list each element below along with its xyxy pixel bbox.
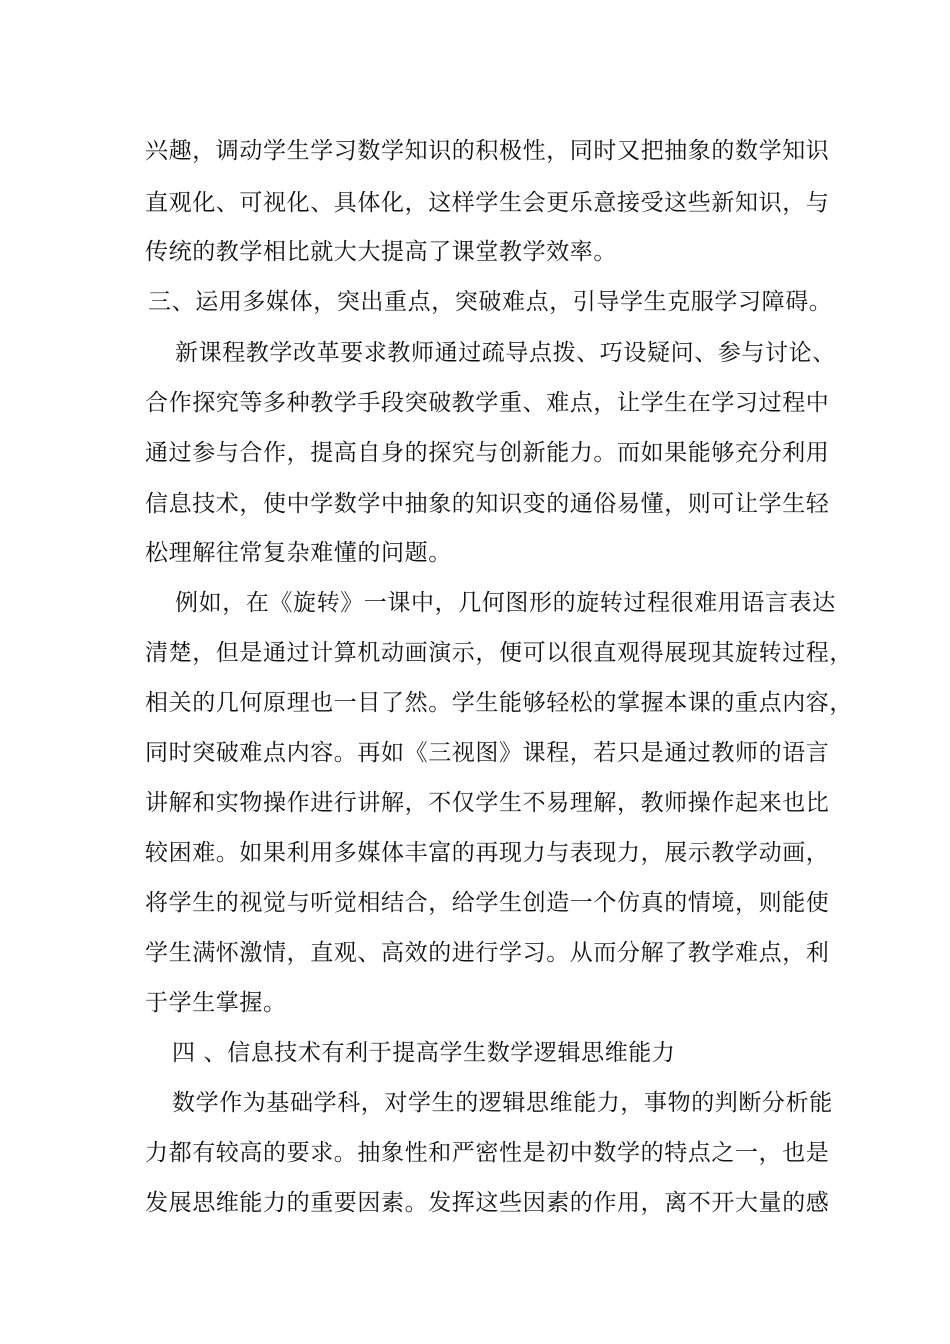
text-line: 通过参与合作，提高自身的探究与创新能力。而如果能够充分利用	[145, 440, 830, 466]
text-line: 相关的几何原理也一目了然。学生能够轻松的掌握本课的重点内容，	[145, 690, 853, 716]
text-line: 例如，在《旋转》一课中，几何图形的旋转过程很难用语言表达	[175, 590, 836, 616]
text-line: 新课程教学改革要求教师通过疏导点拨、巧设疑问、参与讨论、	[175, 340, 836, 366]
text-line: 讲解和实物操作进行讲解，不仅学生不易理解，教师操作起来也比	[145, 790, 830, 816]
text-line: 直观化、可视化、具体化，这样学生会更乐意接受这些新知识，与	[145, 190, 830, 216]
text-line: 力都有较高的要求。抽象性和严密性是初中数学的特点之一，也是	[145, 1140, 830, 1166]
text-line: 信息技术，使中学数学中抽象的知识变的通俗易懂，则可让学生轻	[145, 491, 830, 517]
text-line: 兴趣，调动学生学习数学知识的积极性，同时又把抽象的数学知识	[145, 138, 830, 164]
text-line: 同时突破难点内容。再如《三视图》课程，若只是通过教师的语言	[145, 740, 830, 766]
text-line: 学生满怀激情，直观、高效的进行学习。从而分解了教学难点，利	[145, 940, 830, 966]
section-heading-4: 四 、信息技术有利于提高学生数学逻辑思维能力	[172, 1040, 676, 1066]
text-line: 于学生掌握。	[145, 990, 287, 1016]
text-line: 数学作为基础学科，对学生的逻辑思维能力，事物的判断分析能	[172, 1090, 833, 1116]
text-line: 清楚，但是通过计算机动画演示，便可以很直观得展现其旋转过程，	[145, 640, 853, 666]
text-line: 将学生的视觉与听觉相结合，给学生创造一个仿真的情境，则能使	[145, 890, 830, 916]
text-line: 合作探究等多种教学手段突破教学重、难点，让学生在学习过程中	[145, 390, 830, 416]
text-line: 较困难。如果利用多媒体丰富的再现力与表现力，展示教学动画，	[145, 840, 830, 866]
section-heading-3: 三、运用多媒体，突出重点，突破难点，引导学生克服学习障碍。	[148, 289, 833, 315]
text-line: 发展思维能力的重要因素。发挥这些因素的作用，离不开大量的感	[145, 1190, 830, 1216]
text-line: 传统的教学相比就大大提高了课堂教学效率。	[145, 239, 617, 265]
text-line: 松理解往常复杂难懂的问题。	[145, 540, 452, 566]
